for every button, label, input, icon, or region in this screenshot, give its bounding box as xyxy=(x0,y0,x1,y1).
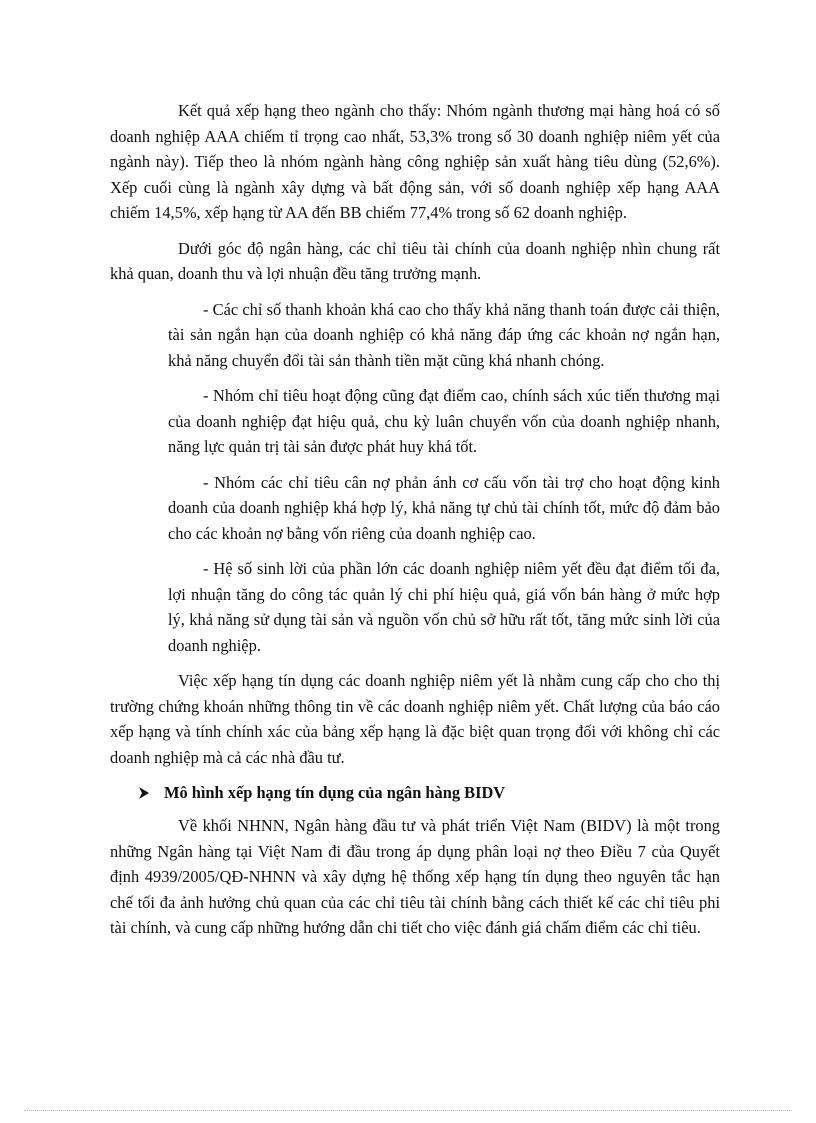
heading-text: Mô hình xếp hạng tín dụng của ngân hàng BIDV xyxy=(164,783,506,802)
industry-ranking-paragraph: Kết quả xếp hạng theo ngành cho thấy: Nhóm ngành thương mại hàng hoá có số doanh nghiệp AAA chiếm tỉ trọng cao nhất, 53,3% trong số 30 doanh nghiệp niêm yết của ngành này). Tiếp theo là nhóm ngành hàng công nghiệp sản xuất hàng tiêu dùng (52,6%). Xếp cuối cùng là ngành xây dựng và bất động sản, với số doanh nghiệp xếp hạng AAA chiếm 14,5%, xếp hạng từ AA đến BB chiếm 77,4% trong số 62 doanh nghiệp. xyxy=(110,101,720,222)
activity-bullet: - Nhóm chỉ tiêu hoạt động cũng đạt điểm cao, chính sách xúc tiến thương mại của doanh nghiệp đạt hiệu quả, chu kỳ luân chuyển vốn của doanh nghiệp nhanh, năng lực quản trị tài sản được phát huy khá tốt. xyxy=(168,386,720,456)
financial-indicators-list xyxy=(168,297,720,659)
arrowhead-bullet-icon xyxy=(138,786,150,800)
page-bottom-dotted-rule xyxy=(24,1110,792,1111)
profitability-bullet: - Hệ số sinh lời của phần lớn các doanh nghiệp niêm yết đều đạt điểm tối đa, lợi nhuận tăng do công tác quản lý chi phí hiệu quả, giá vốn bán hàng ở mức hợp lý, khả năng sử dụng tài sản và nguồn vốn chủ sở hữu rất tốt, tăng mức sinh lời của doanh nghiệp. xyxy=(168,559,720,655)
credit-rating-purpose-paragraph: Việc xếp hạng tín dụng các doanh nghiệp niêm yết là nhằm cung cấp cho cho thị trường chứng khoán những thông tin về các doanh nghiệp niêm yết. Chất lượng của báo cáo xếp hạng và tính chính xác của bảng xếp hạng là đặc biệt quan trọng đối với không chỉ các doanh nghiệp mà cả các nhà đầu tư. xyxy=(110,671,720,767)
banking-perspective-paragraph: Dưới góc độ ngân hàng, các chỉ tiêu tài chính của doanh nghiệp nhìn chung rất khả quan, doanh thu và lợi nhuận đều tăng trưởng mạnh. xyxy=(110,238,720,283)
liquidity-bullet: - Các chỉ số thanh khoản khá cao cho thấy khả năng thanh toán được cải thiện, tài sản ngắn hạn của doanh nghiệp có khả năng đáp ứng các khoản nợ ngắn hạn, khả năng chuyển đổi tài sản thành tiền mặt cũng khá nhanh chóng. xyxy=(168,299,720,370)
document-body xyxy=(110,98,720,951)
leverage-bullet: - Nhóm các chỉ tiêu cân nợ phản ánh cơ cấu vốn tài trợ cho hoạt động kinh doanh của doanh nghiệp khá hợp lý, khả năng tự chủ tài chính tốt, mức độ đảm bảo cho các khoản nợ bằng vốn riêng của doanh nghiệp cao. xyxy=(168,472,720,543)
bidv-model-heading xyxy=(138,780,720,805)
bidv-description-paragraph: Về khối NHNN, Ngân hàng đầu tư và phát triển Việt Nam (BIDV) là một trong những Ngân hàng tại Việt Nam đi đầu trong áp dụng phân loại nợ theo Điều 7 của Quyết định 4939/2005/QĐ-NHNN và xây dựng hệ thống xếp hạng tín dụng theo nguyên tắc hạn chế tối đa ảnh hưởng chủ quan của các chỉ tiêu tài chính bằng cách thiết kế các chỉ tiêu phi tài chính, và cung cấp những hướng dẫn chi tiết cho việc đánh giá chấm điểm các chỉ tiêu. xyxy=(110,816,720,937)
